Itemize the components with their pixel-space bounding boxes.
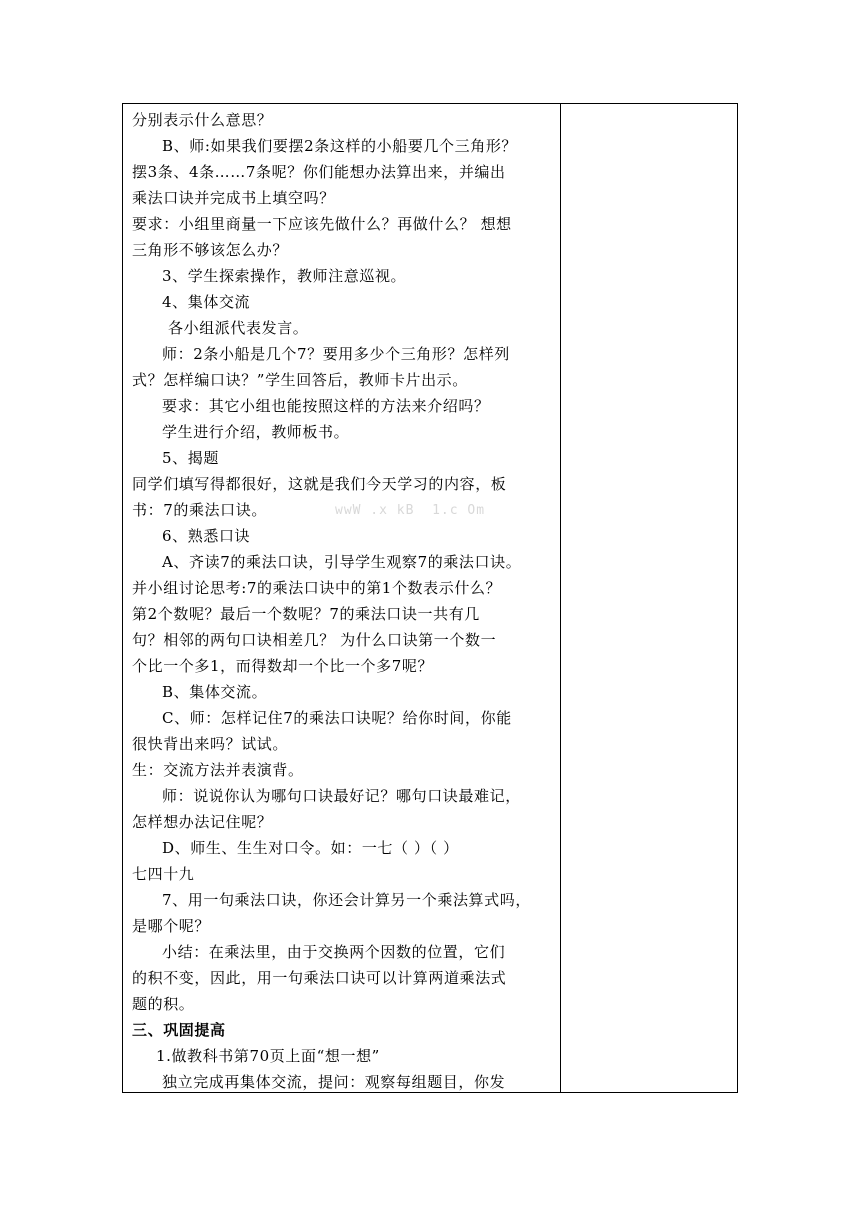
- text-line: 独立完成再集体交流，提问：观察每组题目，你发: [162, 1073, 506, 1091]
- text-line: 式？怎样编口诀？”学生回答后，教师卡片出示。: [132, 371, 468, 389]
- text-line: 的积不变，因此，用一句乘法口诀可以计算两道乘法式: [132, 969, 507, 987]
- text-line: 师：说说你认为哪句口诀最好记？哪句口诀最难记，: [162, 787, 521, 805]
- section-heading: 三、巩固提高: [132, 1021, 226, 1039]
- text-line: 小结：在乘法里，由于交换两个因数的位置，它们: [162, 943, 506, 961]
- text-line: 生：交流方法并表演背。: [132, 761, 304, 779]
- text-line: 各小组派代表发言。: [168, 319, 309, 337]
- text-line: 题的积。: [132, 995, 195, 1013]
- text-line: C、师：怎样记住7的乘法口诀呢？给你时间，你能: [162, 709, 512, 727]
- text-line: 第2个数呢？最后一个数呢？7的乘法口诀一共有几: [132, 605, 480, 623]
- text-line: 三角形不够该怎么办？: [132, 241, 289, 259]
- text-line: B、集体交流。: [162, 683, 268, 701]
- text-line: 摆3条、4条……7条呢？你们能想办法算出来，并编出: [132, 163, 506, 181]
- lesson-content-cell: [132, 107, 556, 1095]
- text-line: 师：2条小船是几个7？要用多少个三角形？怎样列: [162, 345, 510, 363]
- text-line: 4、集体交流: [162, 293, 251, 311]
- text-line: 很快背出来吗？试试。: [132, 735, 289, 753]
- text-line: 1.做教科书第70页上面“想一想”: [156, 1047, 380, 1065]
- text-line: 3、学生探索操作，教师注意巡视。: [162, 267, 407, 285]
- text-line: 7、用一句乘法口诀，你还会计算另一个乘法算式吗，: [162, 891, 531, 909]
- text-line: 分别表示什么意思？: [132, 111, 273, 129]
- watermark-text: wwW .x kB 1.c Om: [335, 503, 486, 518]
- text-line: B、师:如果我们要摆2条这样的小船要几个三角形？: [162, 137, 518, 155]
- text-line: 怎样想办法记住呢？: [132, 813, 273, 831]
- lesson-plan-table: [122, 103, 738, 1093]
- text-line: 5、揭题: [162, 449, 219, 467]
- text-line: 6、熟悉口诀: [162, 527, 251, 545]
- column-divider: [560, 104, 561, 1092]
- text-line: 七四十九: [132, 865, 195, 883]
- text-line: 个比一个多1，而得数却一个比一个多7呢？: [132, 657, 434, 675]
- text-line: 同学们填写得都很好，这就是我们今天学习的内容，板: [132, 475, 507, 493]
- text-line: 并小组讨论思考:7的乘法口诀中的第1个数表示什么？: [132, 579, 502, 597]
- text-line: 是哪个呢？: [132, 917, 211, 935]
- text-line: 学生进行介绍，教师板书。: [162, 423, 350, 441]
- text-line: A、齐读7的乘法口诀，引导学生观察7的乘法口诀。: [162, 553, 522, 571]
- text-line: 要求：小组里商量一下应该先做什么？再做什么？ 想想: [132, 215, 512, 233]
- text-line: 书：7的乘法口诀。: [132, 501, 267, 519]
- text-line: D、师生、生生对口令。如：一七（ ）（ ）: [162, 839, 459, 857]
- text-line: 句？相邻的两句口诀相差几？ 为什么口诀第一个数一: [132, 631, 497, 649]
- text-line: 乘法口诀并完成书上填空吗？: [132, 189, 335, 207]
- text-line: 要求：其它小组也能按照这样的方法来介绍吗？: [162, 397, 490, 415]
